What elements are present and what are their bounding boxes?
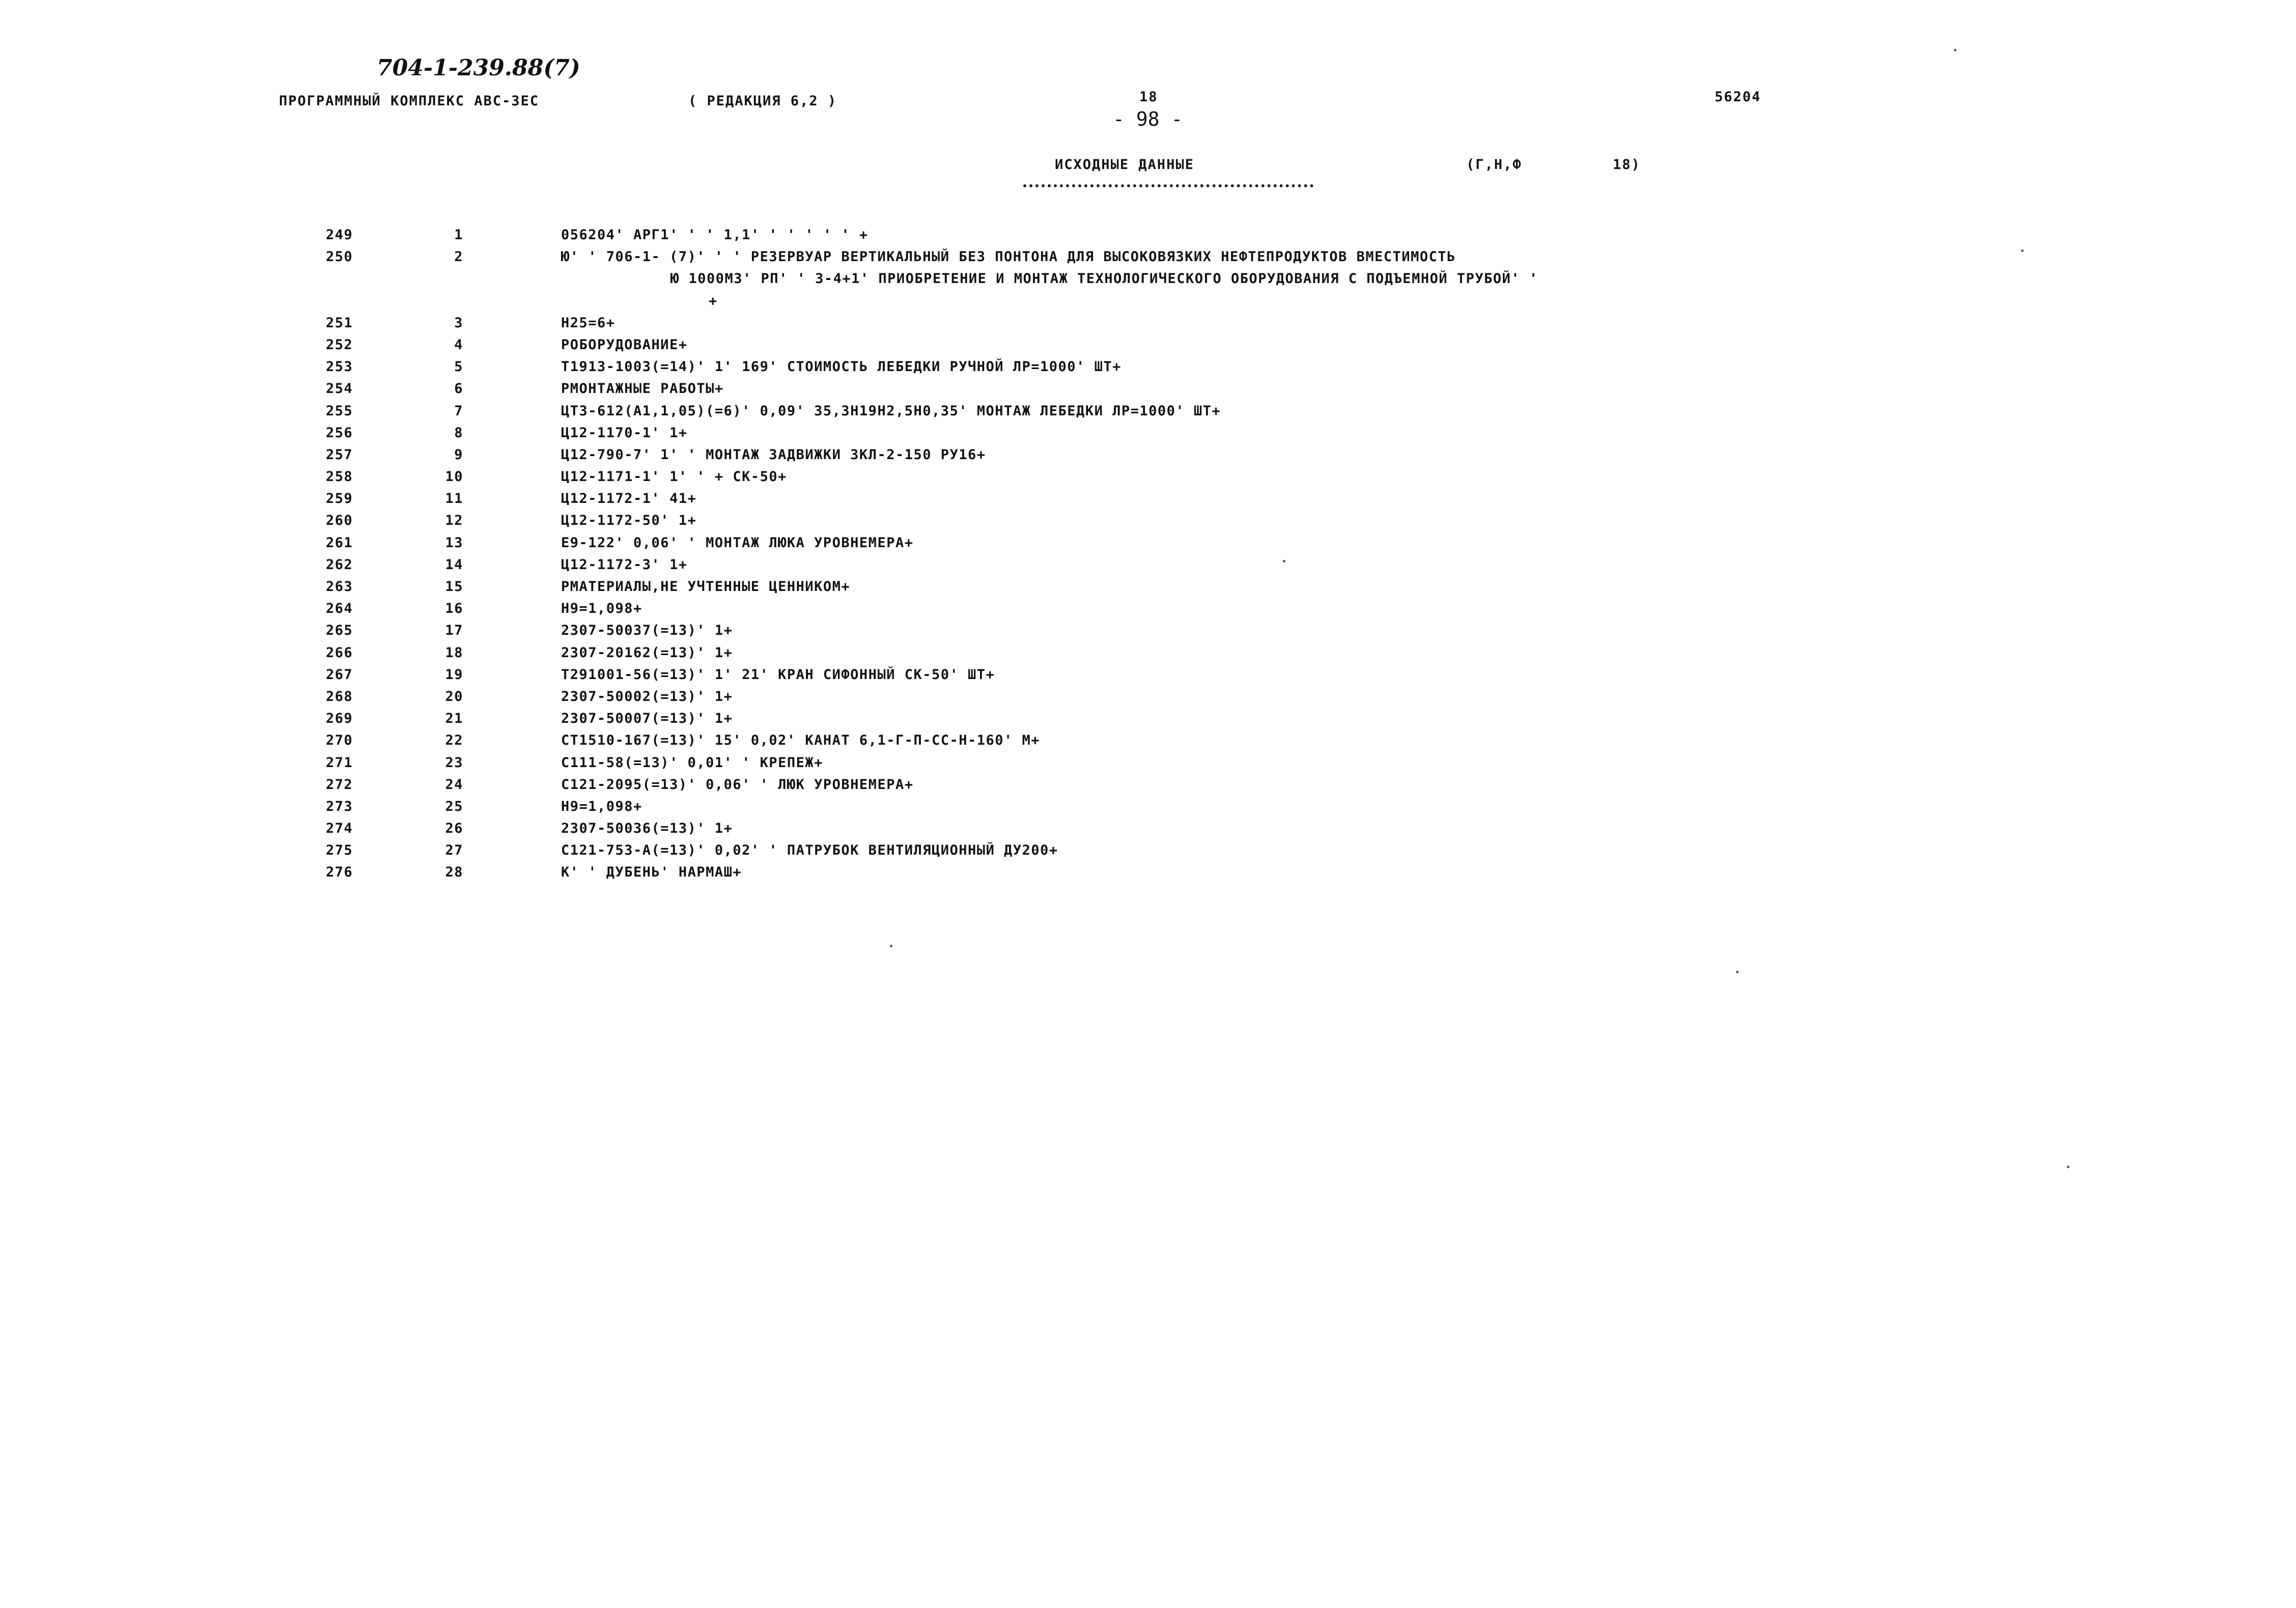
- scan-speck: [2067, 1166, 2069, 1168]
- row-sequence: 265: [326, 623, 353, 639]
- table-row: [0, 312, 2296, 334]
- table-row: [0, 598, 2296, 619]
- row-text-line: Ю 1000М3' РП' ' 3-4+1' ПРИОБРЕТЕНИЕ И МОНТАЖ ТЕХНОЛОГИЧЕСКОГО ОБОРУДОВАНИЯ С ПОДЪЕМНОЙ ТРУБОЙ' ': [670, 271, 1538, 287]
- table-row: [0, 619, 2296, 641]
- row-sequence: 259: [326, 491, 353, 507]
- row-text: [561, 839, 1058, 861]
- row-sequence: 262: [326, 556, 353, 573]
- table-row: [0, 356, 2296, 378]
- row-text-line: С121-2095(=13)' 0,06' ' ЛЮК УРОВНЕМЕРА+: [561, 776, 914, 793]
- row-text-line: К' ' ДУБЕНЬ' НАРМАШ+: [561, 864, 742, 881]
- table-row: [0, 422, 2296, 444]
- row-number: 12: [445, 513, 463, 529]
- row-sequence: 257: [326, 446, 353, 463]
- table-row: [0, 510, 2296, 531]
- table-row: [0, 752, 2296, 774]
- row-text: [561, 400, 1221, 422]
- table-row: [0, 664, 2296, 686]
- section-title: ИСХОДНЫЕ ДАННЫЕ: [1055, 157, 1194, 173]
- row-sequence: 273: [326, 798, 353, 814]
- handwritten-document-ref: 704-1-239.88(7): [377, 55, 580, 81]
- row-text: [561, 796, 642, 817]
- row-sequence: 272: [326, 776, 353, 793]
- row-sequence: 251: [326, 315, 353, 331]
- row-number: 6: [454, 381, 463, 397]
- scan-speck: [1954, 49, 1956, 51]
- table-row: [0, 488, 2296, 510]
- row-number: 13: [445, 534, 463, 551]
- row-number: 25: [445, 798, 463, 814]
- section-ref: (Г,Н,Ф: [1466, 157, 1522, 173]
- row-number: 16: [445, 601, 463, 617]
- row-text: [561, 532, 913, 554]
- row-text-line: РОБОРУДОВАНИЕ+: [561, 336, 688, 353]
- table-row: [0, 796, 2296, 817]
- row-sequence: 271: [326, 754, 353, 771]
- row-sequence: 256: [326, 425, 353, 441]
- sheet-number: 18: [1139, 89, 1158, 105]
- row-number: 8: [454, 425, 463, 441]
- row-text-line: Н25=6+: [561, 315, 615, 331]
- row-text-line: Ц12-1170-1' 1+: [561, 425, 688, 441]
- row-number: 24: [445, 776, 463, 793]
- row-number: 5: [454, 359, 463, 375]
- row-sequence: 274: [326, 821, 353, 837]
- row-text: [561, 356, 1122, 378]
- table-row: [0, 839, 2296, 861]
- table-row: [0, 686, 2296, 708]
- row-text: [561, 708, 733, 729]
- row-number: 7: [454, 403, 463, 419]
- row-sequence: 253: [326, 359, 353, 375]
- row-text: [561, 817, 733, 839]
- row-number: 4: [454, 336, 463, 353]
- row-text: [561, 861, 742, 883]
- row-sequence: 252: [326, 336, 353, 353]
- row-text: [561, 729, 1040, 751]
- row-text-line: 2307-20162(=13)' 1+: [561, 644, 733, 661]
- table-row: [0, 774, 2296, 796]
- row-sequence: 250: [326, 249, 353, 265]
- row-text-line: Ц12-1171-1' 1' ' + СК-50+: [561, 469, 787, 485]
- scan-speck: [1283, 560, 1285, 562]
- row-text-line: Т1913-1003(=14)' 1' 169' СТОИМОСТЬ ЛЕБЕДКИ РУЧНОЙ ЛР=1000' ШТ+: [561, 359, 1122, 375]
- table-row: [0, 817, 2296, 839]
- scan-speck: [1736, 971, 1739, 973]
- row-text-line: Ц12-1172-1' 41+: [561, 491, 697, 507]
- row-text: [561, 598, 642, 619]
- row-text: [561, 642, 733, 664]
- table-row: [0, 400, 2296, 422]
- row-text-line: 056204' АРГ1' ' ' 1,1' ' ' ' ' ' +: [561, 227, 869, 243]
- row-sequence: 268: [326, 688, 353, 704]
- row-sequence: 270: [326, 732, 353, 749]
- row-number: 15: [445, 579, 463, 595]
- row-sequence: 258: [326, 469, 353, 485]
- row-text: [561, 752, 823, 774]
- program-name: ПРОГРАММНЫЙ КОМПЛЕКС АВС-3ЕС: [279, 93, 540, 109]
- table-row: [0, 576, 2296, 598]
- row-number: 11: [445, 491, 463, 507]
- table-row: [0, 861, 2296, 883]
- row-number: 14: [445, 556, 463, 573]
- row-sequence: 266: [326, 644, 353, 661]
- document-code: 56204: [1715, 89, 1761, 105]
- table-row: [0, 729, 2296, 751]
- row-text: [561, 774, 913, 796]
- row-text: [561, 664, 995, 686]
- table-row: [0, 554, 2296, 576]
- table-row: [0, 466, 2296, 488]
- row-text: [561, 466, 787, 488]
- row-text-line: СТ1510-167(=13)' 15' 0,02' КАНАТ 6,1-Г-П-СС-Н-160' М+: [561, 732, 1041, 749]
- title-underline: [1023, 184, 1313, 187]
- row-text-line: +: [709, 293, 718, 309]
- row-text: [561, 510, 696, 531]
- row-text-line: С111-58(=13)' 0,01' ' КРЕПЕЖ+: [561, 754, 823, 771]
- row-number: 28: [445, 864, 463, 881]
- row-text: [561, 246, 1538, 312]
- edition-label: ( РЕДАКЦИЯ 6,2 ): [688, 93, 837, 109]
- section-ref-number: 18): [1613, 157, 1641, 173]
- row-text: [561, 554, 688, 576]
- row-number: 22: [445, 732, 463, 749]
- row-text: [561, 422, 688, 444]
- row-text-line: Т291001-56(=13)' 1' 21' КРАН СИФОННЫЙ СК-50' ШТ+: [561, 666, 995, 683]
- row-sequence: 275: [326, 842, 353, 859]
- row-text: [561, 444, 986, 466]
- row-text-line: 2307-50002(=13)' 1+: [561, 688, 733, 704]
- row-sequence: 267: [326, 666, 353, 683]
- table-row: [0, 532, 2296, 554]
- row-number: 19: [445, 666, 463, 683]
- scan-speck: [890, 945, 892, 947]
- row-number: 20: [445, 688, 463, 704]
- table-row: [0, 378, 2296, 400]
- row-sequence: 249: [326, 227, 353, 243]
- row-number: 18: [445, 644, 463, 661]
- row-text: [561, 224, 869, 246]
- scan-speck: [2021, 249, 2024, 252]
- table-row: [0, 224, 2296, 246]
- row-text-line: Е9-122' 0,06' ' МОНТАЖ ЛЮКА УРОВНЕМЕРА+: [561, 534, 914, 551]
- row-text-line: Ц12-790-7' 1' ' МОНТАЖ ЗАДВИЖКИ ЗКЛ-2-150 РУ16+: [561, 446, 986, 463]
- row-sequence: 264: [326, 601, 353, 617]
- table-row: [0, 334, 2296, 356]
- row-text: [561, 312, 615, 334]
- row-text: [561, 334, 688, 356]
- row-number: 26: [445, 821, 463, 837]
- table-row: [0, 246, 2296, 312]
- row-sequence: 261: [326, 534, 353, 551]
- row-text-line: 2307-50037(=13)' 1+: [561, 623, 733, 639]
- page-number: - 98 -: [1113, 108, 1183, 130]
- row-text-line: РМАТЕРИАЛЫ,НЕ УЧТЕННЫЕ ЦЕННИКОМ+: [561, 579, 851, 595]
- row-text: [561, 619, 733, 641]
- row-text-line: Н9=1,098+: [561, 798, 642, 814]
- row-text-line: 2307-50036(=13)' 1+: [561, 821, 733, 837]
- row-text: [561, 488, 696, 510]
- row-text-line: РМОНТАЖНЫЕ РАБОТЫ+: [561, 381, 724, 397]
- row-number: 23: [445, 754, 463, 771]
- row-text-line: 2307-50007(=13)' 1+: [561, 711, 733, 727]
- row-number: 21: [445, 711, 463, 727]
- row-text-line: ЦТ3-612(А1,1,05)(=6)' 0,09' 35,3Н19Н2,5Н0,35' МОНТАЖ ЛЕБЕДКИ ЛР=1000' ШТ+: [561, 403, 1221, 419]
- row-sequence: 276: [326, 864, 353, 881]
- table-row: [0, 708, 2296, 729]
- row-sequence: 263: [326, 579, 353, 595]
- row-text: [561, 576, 850, 598]
- row-text-line: Н9=1,098+: [561, 601, 642, 617]
- row-sequence: 255: [326, 403, 353, 419]
- row-sequence: 254: [326, 381, 353, 397]
- row-text: [561, 686, 733, 708]
- row-text-line: Ц12-1172-3' 1+: [561, 556, 688, 573]
- row-number: 9: [454, 446, 463, 463]
- table-row: [0, 642, 2296, 664]
- row-text-line: Ц12-1172-50' 1+: [561, 513, 697, 529]
- row-number: 3: [454, 315, 463, 331]
- row-number: 17: [445, 623, 463, 639]
- row-number: 1: [454, 227, 463, 243]
- row-sequence: 260: [326, 513, 353, 529]
- row-sequence: 269: [326, 711, 353, 727]
- row-text: [561, 378, 724, 400]
- listing-rows: [0, 224, 2296, 884]
- row-text-line: Ю' ' 706-1- (7)' ' ' РЕЗЕРВУАР ВЕРТИКАЛЬНЫЙ БЕЗ ПОНТОНА ДЛЯ ВЫСОКОВЯЗКИХ НЕФТЕПРОДУКТОВ ВМЕСТИМОСТЬ: [561, 249, 1456, 265]
- row-number: 10: [445, 469, 463, 485]
- table-row: [0, 444, 2296, 466]
- row-number: 27: [445, 842, 463, 859]
- row-text-line: С121-753-А(=13)' 0,02' ' ПАТРУБОК ВЕНТИЛЯЦИОННЫЙ ДУ200+: [561, 842, 1058, 859]
- row-number: 2: [454, 249, 463, 265]
